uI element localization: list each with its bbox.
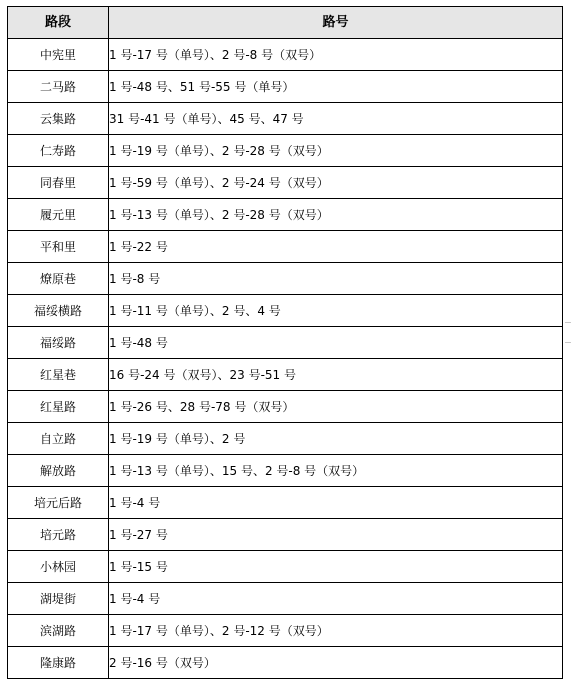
- road-name-cell: 培元后路: [8, 487, 109, 519]
- road-name-cell: 红星路: [8, 391, 109, 423]
- road-name-cell: 云集路: [8, 103, 109, 135]
- road-number-cell: 1 号-11 号（单号）、2 号、4 号: [109, 295, 563, 327]
- road-number-cell: 31 号-41 号（单号）、45 号、47 号: [109, 103, 563, 135]
- road-name-cell: 隆康路: [8, 647, 109, 679]
- road-name-cell: 湖堤街: [8, 583, 109, 615]
- table-row: [8, 71, 563, 103]
- table-row: [8, 647, 563, 679]
- table-row: [8, 519, 563, 551]
- table-header-row: [8, 7, 563, 39]
- road-number-cell: 1 号-4 号: [109, 583, 563, 615]
- road-number-cell: 1 号-17 号（单号）、2 号-12 号（双号）: [109, 615, 563, 647]
- road-number-cell: 1 号-17 号（单号）、2 号-8 号（双号）: [109, 39, 563, 71]
- table-row: [8, 551, 563, 583]
- road-name-cell: 二马路: [8, 71, 109, 103]
- table-row: [8, 487, 563, 519]
- table-row: [8, 263, 563, 295]
- table-row: [8, 295, 563, 327]
- page-edge-mark: [565, 342, 571, 343]
- road-name-cell: 福绥横路: [8, 295, 109, 327]
- road-number-cell: 1 号-26 号、28 号-78 号（双号）: [109, 391, 563, 423]
- road-name-cell: 小林园: [8, 551, 109, 583]
- table-row: [8, 103, 563, 135]
- road-name-cell: 中宪里: [8, 39, 109, 71]
- road-name-cell: 履元里: [8, 199, 109, 231]
- road-name-cell: 滨湖路: [8, 615, 109, 647]
- road-name-cell: 平和里: [8, 231, 109, 263]
- road-name-cell: 解放路: [8, 455, 109, 487]
- table-row: [8, 423, 563, 455]
- table-body: [8, 39, 563, 679]
- road-number-cell: 1 号-13 号（单号）、15 号、2 号-8 号（双号）: [109, 455, 563, 487]
- road-number-table: [7, 6, 563, 679]
- table-row: [8, 327, 563, 359]
- road-name-cell: 同春里: [8, 167, 109, 199]
- road-name-cell: 仁寿路: [8, 135, 109, 167]
- road-number-cell: 1 号-4 号: [109, 487, 563, 519]
- table-row: [8, 359, 563, 391]
- road-number-cell: 16 号-24 号（双号）、23 号-51 号: [109, 359, 563, 391]
- table-row: [8, 615, 563, 647]
- table-row: [8, 231, 563, 263]
- road-name-cell: 燎原巷: [8, 263, 109, 295]
- table-row: [8, 391, 563, 423]
- road-number-cell: 2 号-16 号（双号）: [109, 647, 563, 679]
- table-row: [8, 167, 563, 199]
- table-row: [8, 199, 563, 231]
- table-row: [8, 455, 563, 487]
- road-name-cell: 自立路: [8, 423, 109, 455]
- column-header-road: 路段: [8, 7, 109, 39]
- column-header-number: 路号: [109, 7, 563, 39]
- road-number-cell: 1 号-48 号: [109, 327, 563, 359]
- table-row: [8, 39, 563, 71]
- road-number-cell: 1 号-48 号、51 号-55 号（单号）: [109, 71, 563, 103]
- road-number-cell: 1 号-19 号（单号）、2 号: [109, 423, 563, 455]
- road-number-cell: 1 号-15 号: [109, 551, 563, 583]
- road-name-cell: 红星巷: [8, 359, 109, 391]
- road-number-cell: 1 号-22 号: [109, 231, 563, 263]
- table-row: [8, 583, 563, 615]
- page-edge-mark: [565, 322, 571, 323]
- road-number-cell: 1 号-13 号（单号）、2 号-28 号（双号）: [109, 199, 563, 231]
- road-number-cell: 1 号-19 号（单号）、2 号-28 号（双号）: [109, 135, 563, 167]
- table-row: [8, 135, 563, 167]
- road-name-cell: 培元路: [8, 519, 109, 551]
- road-number-cell: 1 号-27 号: [109, 519, 563, 551]
- road-number-cell: 1 号-59 号（单号）、2 号-24 号（双号）: [109, 167, 563, 199]
- road-name-cell: 福绥路: [8, 327, 109, 359]
- road-number-cell: 1 号-8 号: [109, 263, 563, 295]
